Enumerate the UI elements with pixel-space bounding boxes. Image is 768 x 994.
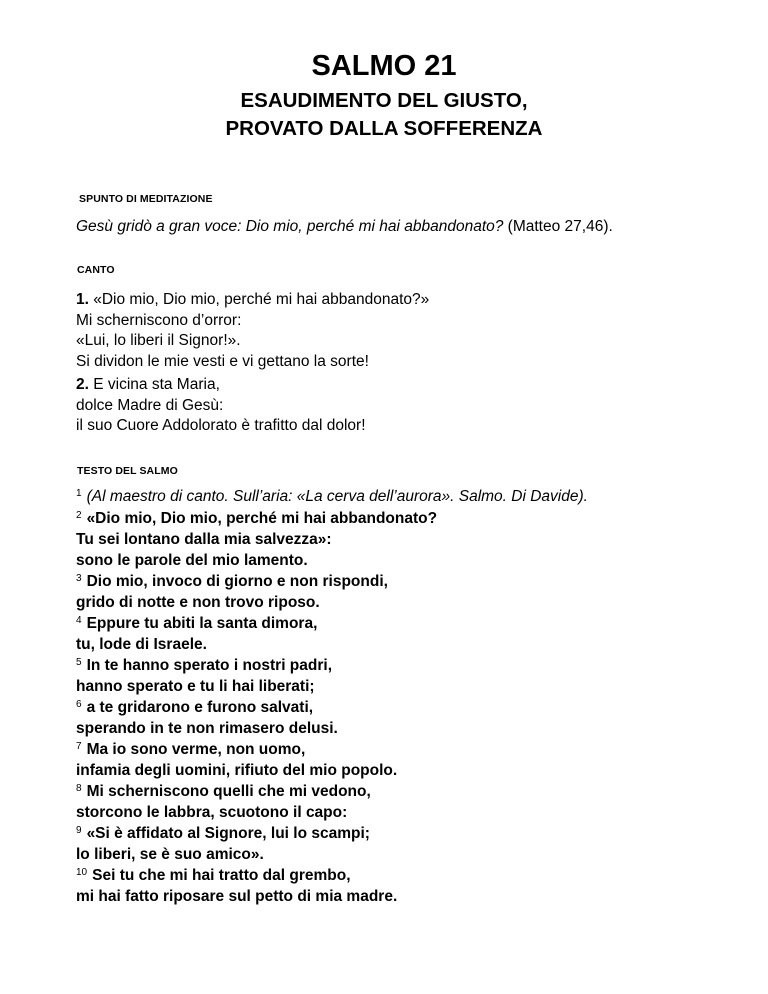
- verse-number: 7: [76, 741, 82, 752]
- verse-number: 9: [76, 825, 82, 836]
- stanza-line: Mi scherniscono d’orror:: [76, 311, 242, 329]
- verse-number: 6: [76, 699, 82, 710]
- verse-line: (Al maestro di canto. Sull’aria: «La cerva dell’aurora». Salmo. Di Davide).: [86, 488, 588, 505]
- verse-line: hanno sperato e tu li hai liberati;: [76, 678, 315, 695]
- verse-line: storcono le labbra, scuotono il capo:: [76, 804, 348, 821]
- verse-line: Mi scherniscono quelli che mi vedono,: [86, 783, 371, 800]
- verse-3: [76, 571, 588, 592]
- subtitle-line-1: ESAUDIMENTO DEL GIUSTO,: [240, 89, 528, 112]
- verse-number: 1: [76, 488, 82, 499]
- stanza-line: [76, 375, 366, 396]
- verse-line: infamia degli uomini, rifiuto del mio popolo.: [76, 762, 398, 779]
- stanza-line: «Lui, lo liberi il Signor!».: [76, 332, 241, 349]
- verse-number: 5: [76, 657, 82, 668]
- stanza-line: [76, 290, 429, 311]
- verse-line: In te hanno sperato i nostri padri,: [86, 657, 333, 674]
- verse-number: 8: [76, 783, 82, 794]
- quote-reference: (Matteo 27,46).: [503, 218, 613, 235]
- verse-8: [76, 781, 588, 802]
- verse-2: [76, 508, 588, 529]
- verse-1: [76, 486, 588, 508]
- verse-line: tu, lode di Israele.: [76, 636, 207, 653]
- verse-9: [76, 823, 588, 844]
- verse-number: 4: [76, 615, 82, 626]
- verse-4: [76, 613, 588, 634]
- canto-stanza-1: [76, 290, 429, 372]
- verse-line: sperando in te non rimasero delusi.: [76, 720, 338, 737]
- canto-heading: CANTO: [77, 264, 115, 276]
- stanza-line-text: E vicina sta Maria,: [88, 376, 220, 393]
- verse-7: [76, 739, 588, 760]
- verse-line: grido di notte e non trovo riposo.: [76, 594, 320, 611]
- stanza-line: il suo Cuore Addolorato è trafitto dal dolor!: [76, 417, 366, 434]
- quote-text: Gesù gridò a gran voce: Dio mio, perché mi hai abbandonato?: [76, 218, 504, 235]
- verse-5: [76, 655, 588, 676]
- verse-line: lo liberi, se è suo amico».: [76, 846, 264, 863]
- verse-line: Ma io sono verme, non uomo,: [86, 741, 306, 758]
- verse-line: Tu sei lontano dalla mia salvezza»:: [76, 531, 332, 548]
- stanza-number: 2.: [76, 376, 89, 393]
- subtitle-line-2: PROVATO DALLA SOFFERENZA: [225, 117, 543, 140]
- stanza-line: dolce Madre di Gesù:: [76, 396, 224, 414]
- meditation-quote: [76, 217, 613, 237]
- stanza-line-text: «Dio mio, Dio mio, perché mi hai abbandonato?»: [88, 291, 430, 308]
- stanza-line: Si dividon le mie vesti e vi gettano la sorte!: [76, 352, 369, 370]
- canto-stanza-2: [76, 375, 366, 437]
- verse-line: Dio mio, invoco di giorno e non rispondi,: [86, 573, 388, 590]
- verse-line: Sei tu che mi hai tratto dal grembo,: [92, 867, 351, 884]
- verse-number: 10: [76, 867, 88, 878]
- stanza-number: 1.: [76, 291, 89, 308]
- psalm-text: [76, 486, 588, 907]
- verse-10: [76, 865, 588, 886]
- verse-line: «Dio mio, Dio mio, perché mi hai abbandonato?: [86, 510, 438, 527]
- verse-line: mi hai fatto riposare sul petto di mia madre.: [76, 888, 398, 905]
- verse-line: «Si è affidato al Signore, lui lo scampi;: [86, 825, 370, 842]
- psalm-heading: TESTO DEL SALMO: [77, 465, 178, 477]
- verse-line: sono le parole del mio lamento.: [76, 552, 308, 569]
- meditation-heading: SPUNTO DI MEDITAZIONE: [79, 193, 213, 205]
- page-title: SALMO 21: [311, 50, 457, 82]
- verse-number: 2: [76, 510, 82, 521]
- verse-line: a te gridarono e furono salvati,: [86, 699, 314, 716]
- verse-line: Eppure tu abiti la santa dimora,: [86, 615, 318, 632]
- verse-6: [76, 697, 588, 718]
- verse-number: 3: [76, 573, 82, 584]
